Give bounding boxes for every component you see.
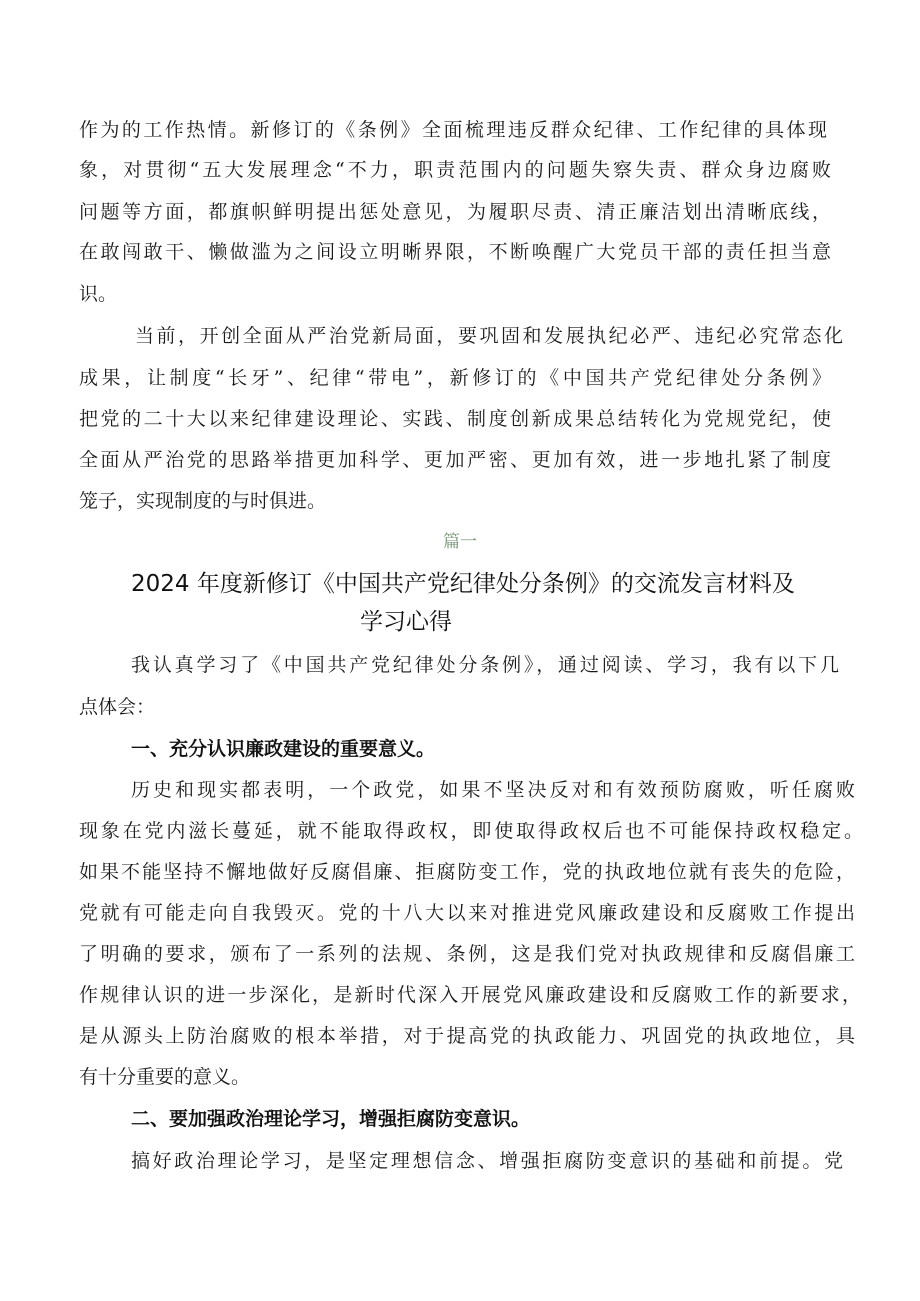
body-text-line: 成果，让制度“长牙”、纪律“带电”，新修订的《中国共产党纪律处分条例》 — [79, 367, 831, 389]
body-text-line: 问题等方面，都旗帜鲜明提出惩处意见，为履职尽责、清正廉洁划出清晰底线， — [79, 201, 831, 223]
body-text-line: 全面从严治党的思路举措更加科学、更加严密、更加有效，进一步地扎紧了制度 — [79, 449, 831, 471]
body-text-line: 点体会： — [79, 696, 156, 718]
body-text-line: 现象在党内滋长蔓延，就不能取得政权，即使取得政权后也不可能保持政权稳定。 — [79, 820, 863, 842]
body-text-line: 党就有可能走向自我毁灭。党的十八大以来对推进党风廉政建设和反腐败工作提出 — [79, 902, 855, 924]
body-text-line: 在敢闯敢干、懒做滥为之间设立明晰界限，不断唤醒广大党员干部的责任担当意 — [79, 241, 831, 263]
body-text-line: 象，对贯彻“五大发展理念“不力，职责范围内的问题失察失责、群众身边腐败 — [79, 159, 831, 181]
section-heading: 二、要加强政治理论学习，增强拒腐防变意识。 — [131, 1108, 531, 1130]
body-text-line: 作为的工作热情。新修订的《条例》全面梳理违反群众纪律、工作纪律的具体现 — [79, 119, 827, 141]
section-separator: 篇一 — [443, 532, 477, 552]
body-text-line: 如果不能坚持不懈地做好反腐倡廉、拒腐防变工作，党的执政地位就有丧失的危险， — [79, 861, 855, 883]
body-text-line: 笼子，实现制度的与时俱进。 — [79, 490, 327, 512]
body-text-line: 识。 — [79, 283, 118, 305]
body-text-line: 搞好政治理论学习，是坚定理想信念、增强拒腐防变意识的基础和前提。党 — [131, 1150, 843, 1172]
body-text-line: 把党的二十大以来纪律建设理论、实践、制度创新成果总结转化为党规党纪，使 — [79, 408, 831, 430]
body-text-line: 历史和现实都表明，一个政党，如果不坚决反对和有效预防腐败，听任腐败 — [131, 779, 855, 801]
article-title-line2: 学习心得 — [360, 609, 452, 635]
body-text-line: 作规律认识的进一步深化，是新时代深入开展党风廉政建设和反腐败工作的新要求， — [79, 984, 861, 1006]
body-text-line: 了明确的要求，颁布了一系列的法规、条例，这是我们党对执政规律和反腐倡廉工 — [79, 943, 855, 965]
article-title-line1: 2024 年度新修订《中国共产党纪律处分条例》的交流发言材料及 — [131, 571, 795, 597]
body-text-line: 我认真学习了《中国共产党纪律处分条例》，通过阅读、学习，我有以下几 — [131, 654, 839, 676]
body-text-line: 有十分重要的意义。 — [79, 1066, 251, 1088]
section-heading: 一、充分认识廉政建设的重要意义。 — [131, 738, 436, 760]
body-text-line: 是从源头上防治腐败的根本举措，对于提高党的执政能力、巩固党的执政地位，具 — [79, 1025, 855, 1047]
body-text-line: 当前，开创全面从严治党新局面，要巩固和发展执纪必严、违纪必究常态化 — [135, 325, 843, 347]
